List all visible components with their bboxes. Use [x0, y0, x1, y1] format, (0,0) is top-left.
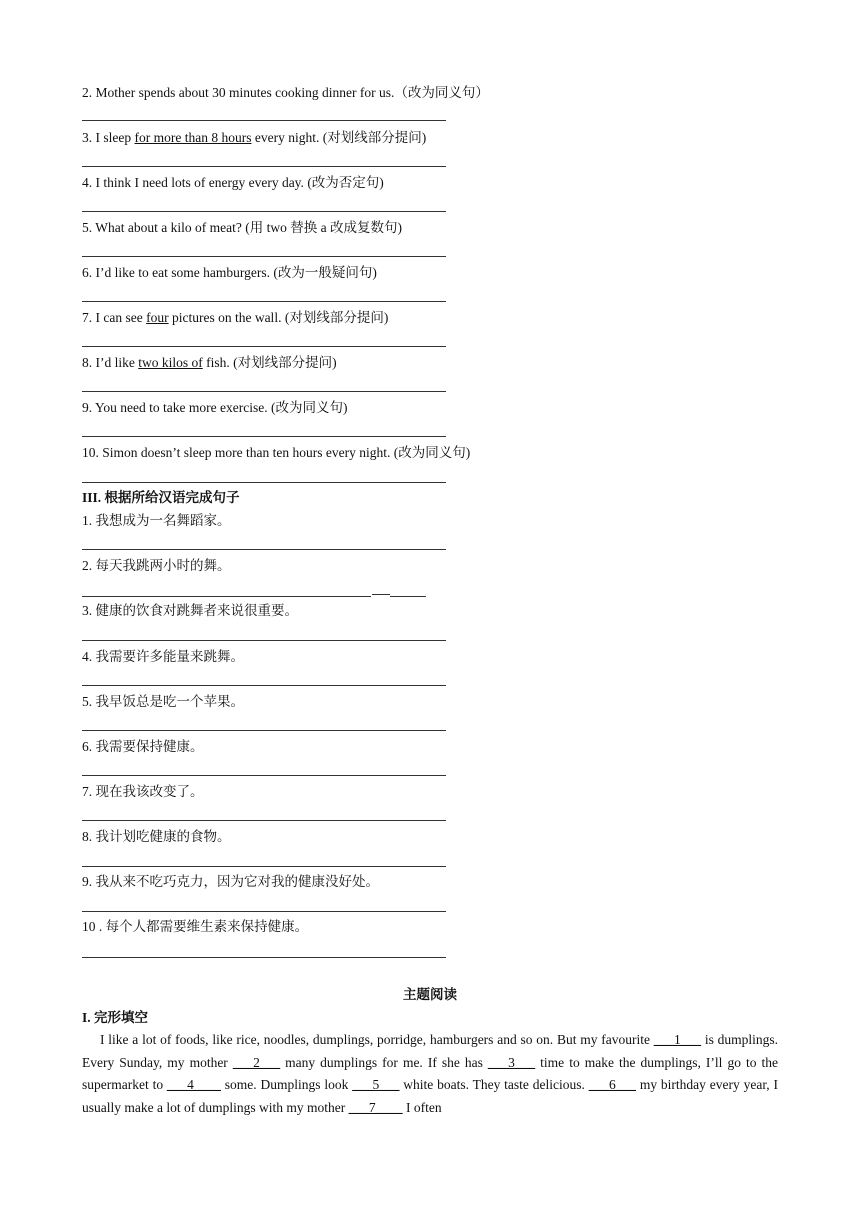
exercise-item-9: 9. You need to take more exercise. (改为同义句)	[82, 400, 348, 415]
exercise-item-2: 2. Mother spends about 30 minutes cooking dinner for us.（改为同义句）	[82, 85, 489, 100]
cloze-blank-5[interactable]: ___5___	[352, 1077, 400, 1092]
answer-line[interactable]	[82, 596, 371, 597]
translation-item-9: 9. 我从来不吃巧克力，因为它对我的健康没好处。	[82, 874, 379, 889]
answer-line[interactable]	[82, 866, 446, 867]
exercise-item-8: 8. I’d like two kilos of fish. (对划线部分提问)	[82, 355, 337, 370]
cloze-heading: I. 完形填空	[82, 1010, 149, 1025]
answer-line[interactable]	[82, 820, 446, 821]
answer-line[interactable]	[82, 256, 446, 257]
exercise-item-7: 7. I can see four pictures on the wall. (对划线部分提问)	[82, 310, 389, 325]
translation-item-8: 8. 我计划吃健康的食物。	[82, 829, 231, 844]
cloze-blank-7[interactable]: ___7____	[348, 1099, 403, 1115]
cloze-blank-3[interactable]: ___3___	[487, 1054, 536, 1070]
answer-line[interactable]	[82, 301, 446, 302]
exercise-item-3: 3. I sleep for more than 8 hours every night. (对划线部分提问)	[82, 130, 427, 145]
answer-line[interactable]	[82, 640, 446, 641]
answer-line[interactable]	[82, 685, 446, 686]
answer-line[interactable]	[82, 166, 446, 167]
answer-line-mark	[372, 594, 390, 595]
translation-item-2: 2. 每天我跳两小时的舞。	[82, 558, 231, 573]
answer-line[interactable]	[82, 211, 446, 212]
cloze-passage: I like a lot of foods, like rice, noodles, dumplings, porridge, hamburgers and so on. But my favourite ___1___ is dumplings. Every Sunday, my mother ___2___ many dumplings for me. If she has ___3___ time to make the dumplings, I’ll go to the supermarket to ___4____ some. Dumplings look ___5___ white boats. They taste delicious. ___6___ my birthday every year, I usually make a lot of dumplings with my mother ___7____ I often	[82, 1032, 779, 1115]
answer-line[interactable]	[82, 911, 446, 912]
section-heading: III. 根据所给汉语完成句子	[82, 490, 240, 505]
answer-line[interactable]	[82, 482, 446, 483]
translation-item-10: 10 . 每个人都需要维生素来保持健康。	[82, 919, 309, 934]
answer-line[interactable]	[82, 775, 446, 776]
answer-line[interactable]	[82, 391, 446, 392]
exercise-item-4: 4. I think I need lots of energy every day. (改为否定句)	[82, 175, 384, 190]
answer-line[interactable]	[82, 436, 446, 437]
exercise-item-10: 10. Simon doesn’t sleep more than ten hours every night. (改为同义句)	[82, 445, 471, 460]
translation-item-5: 5. 我早饭总是吃一个苹果。	[82, 694, 244, 709]
answer-line[interactable]	[82, 120, 446, 121]
translation-item-3: 3. 健康的饮食对跳舞者来说很重要。	[82, 603, 298, 618]
answer-line[interactable]	[82, 346, 446, 347]
translation-item-1: 1. 我想成为一名舞蹈家。	[82, 513, 231, 528]
cloze-blank-4[interactable]: ___4____	[166, 1077, 221, 1092]
answer-line[interactable]	[82, 957, 446, 958]
translation-item-6: 6. 我需要保持健康。	[82, 739, 204, 754]
cloze-blank-2[interactable]: ___2___	[232, 1054, 281, 1070]
reading-title: 主题阅读	[403, 987, 457, 1002]
answer-line-tail[interactable]	[390, 596, 426, 597]
answer-line[interactable]	[82, 549, 446, 550]
exercise-item-6: 6. I’d like to eat some hamburgers. (改为一般疑问句)	[82, 265, 377, 280]
translation-item-4: 4. 我需要许多能量来跳舞。	[82, 649, 244, 664]
cloze-blank-1[interactable]: ___1___	[653, 1032, 702, 1047]
exercise-item-5: 5. What about a kilo of meat? (用 two 替换 a 改成复数句)	[82, 220, 402, 235]
cloze-blank-6[interactable]: ___6___	[588, 1077, 636, 1092]
answer-line[interactable]	[82, 730, 446, 731]
translation-item-7: 7. 现在我该改变了。	[82, 784, 204, 799]
